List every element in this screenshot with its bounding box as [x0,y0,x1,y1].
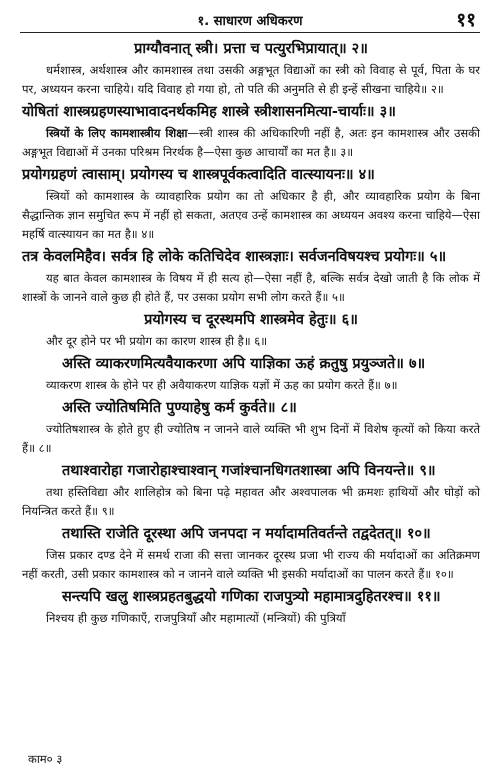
sutra-2: प्राग्यौवनात् स्त्री। प्रत्ता च पत्युरभिप्रायात्॥ २॥ [134,41,368,57]
printer-signature: काम० ३ [28,752,63,766]
commentary-3 [22,124,480,162]
commentary-5: यह बात केवल कामशास्त्र के विषय में ही सत्य हो—ऐसा नहीं है, बल्कि सर्वत्र देखो जाती है कि लोक में शास्त्रों के जानने वाले कुछ ही होते हैं, पर उसका प्रयोग सभी लोग करते हैं॥ ५॥ [22,271,480,304]
commentary-9: तथा हस्तिविद्या और शालिहोत्र को बिना पढ़े महावत और अश्वपालक भी क्रमशः हाथियों और घोड़ों को नियन्त्रित करते हैं॥ ९॥ [22,485,480,518]
commentary-3-body: —स्त्री शास्त्र की अधिकारिणी नहीं है, अतः इन कामशास्त्र और उसकी अङ्गभूत विद्याओं में उनका परिश्रम निरर्थक है—ऐसा कुछ आचार्यों का मत है॥ ३॥ [22,126,480,159]
sutra-4: प्रयोगग्रहणं त्वासाम्। प्रयोगस्य च शास्त्रपूर्वकत्वादिति वात्स्यायनः॥ ४॥ [22,167,375,183]
commentary-8: ज्योतिषशास्त्र के होते हुए ही ज्योतिष न जानने वाले व्यक्ति भी शुभ दिनों में विशेष कृत्यों को किया करते हैं॥ ८॥ [22,422,480,455]
commentary-3-heading: स्त्रियों के लिए कामशास्त्रीय शिक्षा [46,126,188,140]
chapter-title: १. साधारण अधिकरण [197,14,303,29]
sutra-7: अस्ति व्याकरणमित्यवैयाकरणा अपि याज्ञिका ऊहं क्रतुषु प्रयुञ्जते॥ ७॥ [62,356,426,372]
commentary-6: और दूर होने पर भी प्रयोग का कारण शास्त्र ही है॥ ६॥ [46,334,268,348]
page-header [20,8,480,33]
commentary-11: निश्चय ही कुछ गणिकाएँ, राजपुत्रियाँ और महामात्यों (मन्त्रियों) की पुत्रियाँ [46,611,346,625]
sutra-5: तत्र केवलमिहैव। सर्वत्र हि लोके कतिचिदेव शास्त्रज्ञाः। सर्वजनविषयश्च प्रयोगः॥ ५॥ [22,249,447,265]
sutra-9: तथाश्वारोहा गजारोहाश्चाश्वान् गजांश्चानधिगतशास्त्रा अपि विनयन्ते॥ ९॥ [62,463,436,479]
sutra-3: योषितां शास्त्रग्रहणस्याभावादनर्थकमिह शास्त्रे स्त्रीशासनमित्या-चार्याः॥ ३॥ [22,104,396,120]
sutra-6: प्रयोगस्य च दूरस्थमपि शास्त्रमेव हेतुः॥ ६॥ [144,312,358,328]
commentary-10: जिस प्रकार दण्ड देने में समर्थ राजा की सत्ता जानकर दूरस्थ प्रजा भी राज्य की मर्यादाओं का अतिक्रमण नहीं करती, उसी प्रकार कामशास्त्र को न जानने वाले व्यक्ति भी इसकी मर्यादाओं का पालन करते हैं॥ १०॥ [22,548,480,581]
commentary-7: व्याकरण शास्त्र के होने पर ही अवैयाकरण याज्ञिक यज्ञों में ऊह का प्रयोग करते हैं॥ ७॥ [46,378,398,392]
sutra-8: अस्ति ज्योतिषमिति पुण्याहेषु कर्म कुर्वते॥ ८॥ [62,400,297,416]
page-number: ११ [456,9,476,31]
sutra-10: तथास्ति राजेति दूरस्था अपि जनपदा न मर्यादामतिवर्तन्ते तद्वदेतत्॥ १०॥ [62,526,431,542]
sutra-11: सन्त्यपि खलु शास्त्रप्रहतबुद्धयो गणिका राजपुत्र्यो महामात्रदुहितरश्च॥ ११॥ [62,589,441,605]
page-content [22,36,480,629]
commentary-4: स्त्रियों को कामशास्त्र के व्यावहारिक प्रयोग का तो अधिकार है ही, और व्यावहारिक प्रयोग के बिना सैद्धान्तिक ज्ञान समुचित रूप में नहीं हो सकता, अतएव उन्हें कामशास्त्र का अध्ययन अवश्य करना चाहिये—ऐसा महर्षि वात्स्यायन का मत है॥ ४॥ [22,189,480,241]
commentary-2: धर्मशास्त्र, अर्थशास्त्र और कामशास्त्र तथा उसकी अङ्गभूत विद्याओं का स्त्री को विवाह से पूर्व, पिता के घर पर, अध्ययन करना चाहिये। यदि विवाह हो गया हो, तो पति की अनुमति से ही इन्हें सीखना चाहिये॥ २॥ [22,63,480,96]
